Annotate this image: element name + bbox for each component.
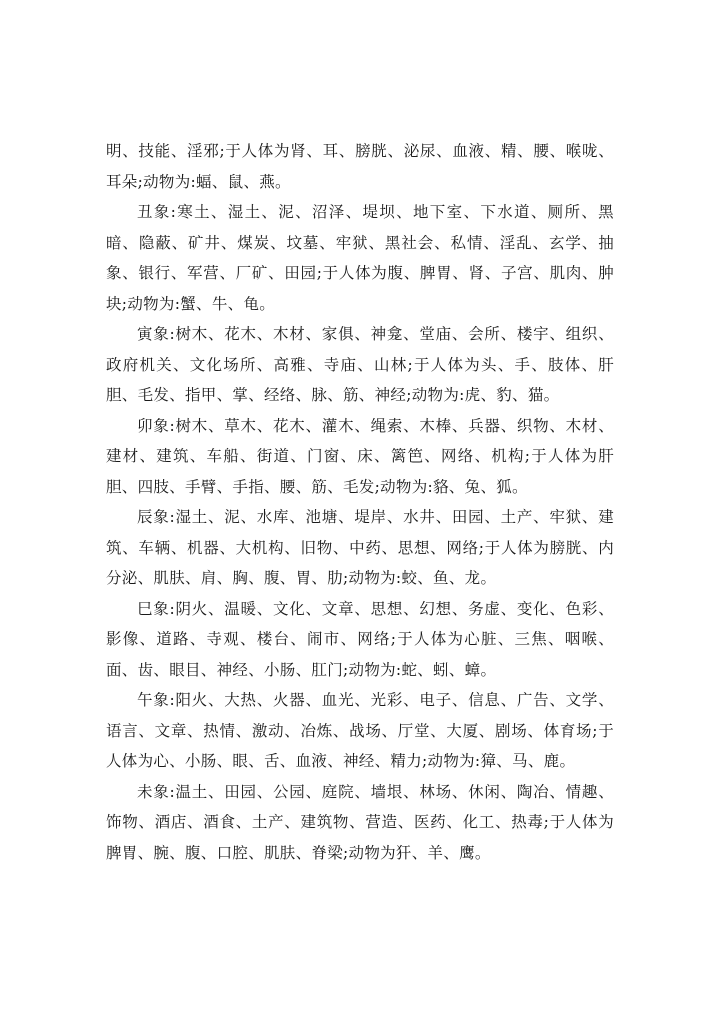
paragraph-si: 巳象:阴火、温暖、文化、文章、思想、幻想、务虚、变化、色彩、影像、道路、寺观、楼台、闹市、网络;于人体为心脏、三焦、咽喉、面、齿、眼目、神经、小肠、肛门;动物为:蛇、蚓、蟑。 xyxy=(106,599,614,679)
paragraph-chou: 丑象:寒土、湿土、泥、沼泽、堤坝、地下室、下水道、厕所、黑暗、隐蔽、矿井、煤炭、坟墓、牢狱、黑社会、私情、淫乱、玄学、抽象、银行、军营、厂矿、田园;于人体为腹、脾胃、肾、子宫、肌肉、肿块;动物为:蟹、牛、龟。 xyxy=(106,203,614,313)
paragraph-wei: 未象:温土、田园、公园、庭院、墙垠、林场、休闲、陶冶、情趣、饰物、酒店、酒食、土产、建筑物、营造、医药、化工、热毒;于人体为脾胃、腕、腹、口腔、肌肤、脊梁;动物为犴、羊、鹰。 xyxy=(106,782,614,862)
document-body xyxy=(106,136,614,868)
paragraph-chen: 辰象:湿土、泥、水库、池塘、堤岸、水井、田园、土产、牢狱、建筑、车辆、机器、大机构、旧物、中药、思想、网络;于人体为膀胱、内分泌、肌肤、肩、胸、腹、胃、肋;动物为:蛟、鱼、龙。 xyxy=(106,508,614,587)
paragraph-yin: 寅象:树木、花木、木材、家俱、神龛、堂庙、会所、楼宇、组织、政府机关、文化场所、高雅、寺庙、山林;于人体为头、手、肢体、肝胆、毛发、指甲、掌、经络、脉、筋、神经;动物为:虎、豹、猫。 xyxy=(106,325,614,404)
paragraph-wu: 午象:阳火、大热、火器、血光、光彩、电子、信息、广告、文学、语言、文章、热情、激动、冶炼、战场、厅堂、大厦、剧场、体育场;于人体为心、小肠、眼、舌、血液、神经、精力;动物为:獐、马、鹿。 xyxy=(106,691,614,770)
paragraph-mao: 卯象:树木、草木、花木、灌木、绳索、木棒、兵器、织物、木材、建材、建筑、车船、街道、门窗、床、篱笆、网络、机构;于人体为肝胆、四肢、手臂、手指、腰、筋、毛发;动物为:貉、兔、狐。 xyxy=(106,416,614,496)
paragraph-continuation: 明、技能、淫邪;于人体为肾、耳、膀胱、泌尿、血液、精、腰、喉咙、耳朵;动物为:蝠、鼠、燕。 xyxy=(106,142,614,191)
